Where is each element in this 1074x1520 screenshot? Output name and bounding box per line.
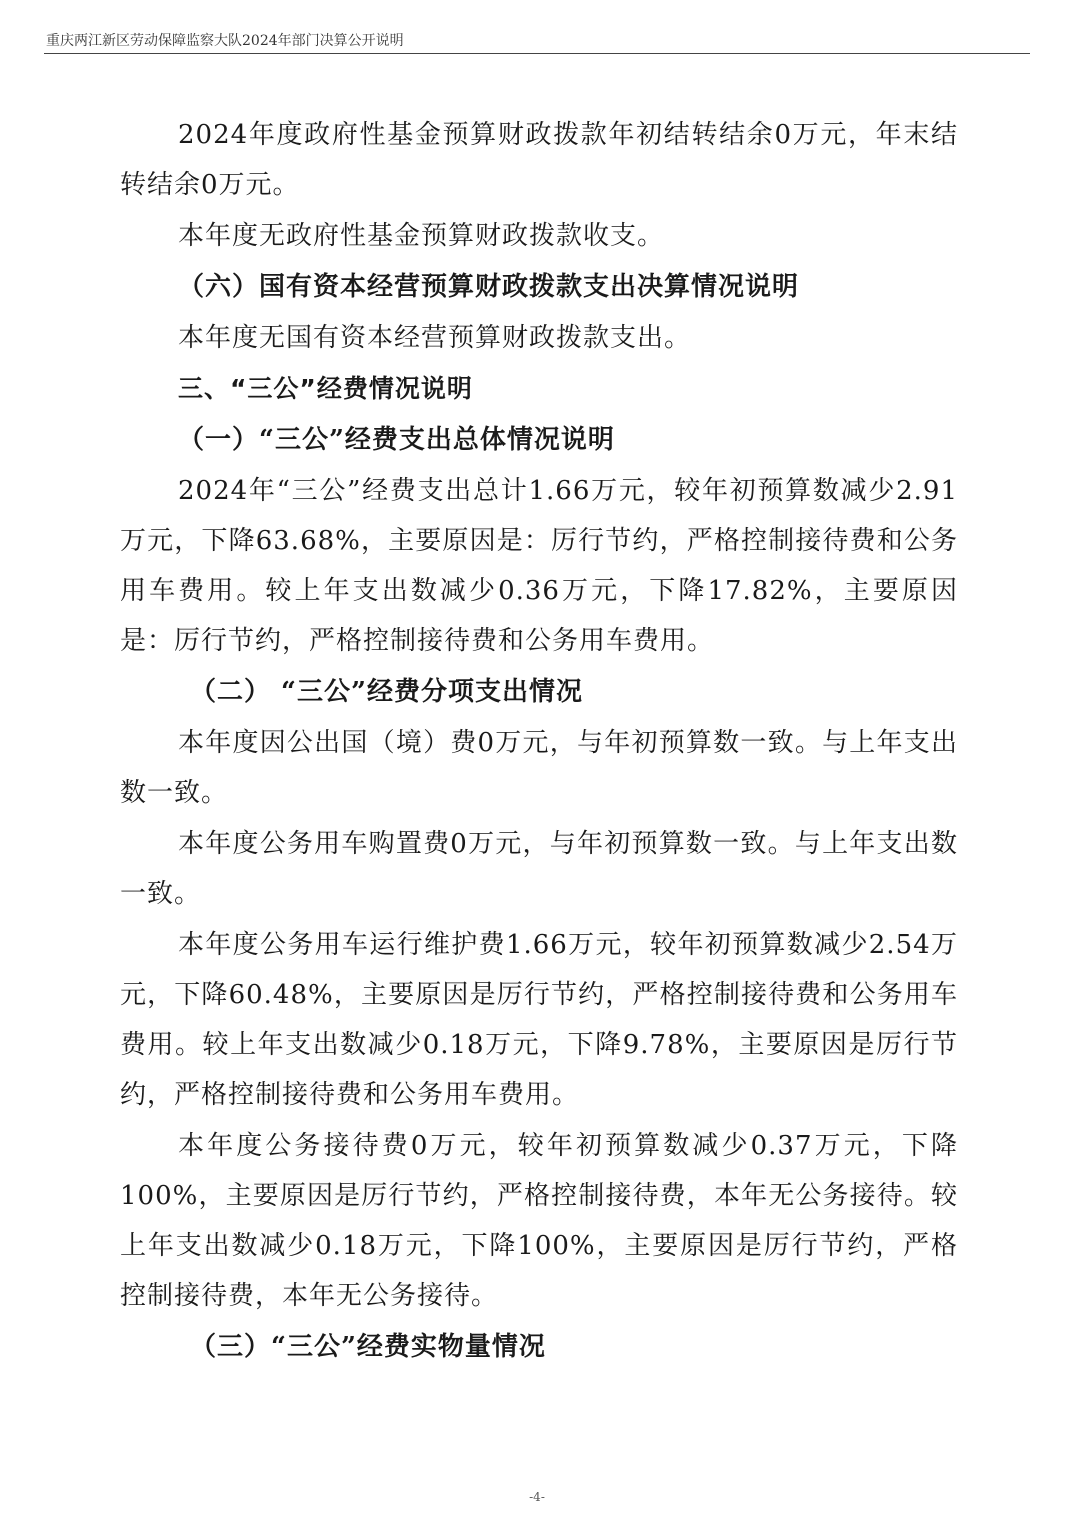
paragraph-reception-expense: 本年度公务接待费0万元，较年初预算数减少0.37万元，下降100%，主要原因是厉行节约，严格控制接待费，本年无公务接待。较上年支出数减少0.18万元，下降100%，主要原因是厉行节约，严格控制接待费，本年无公务接待。 [120, 1131, 958, 1311]
heading-subsection-2: （二） “三公”经费分项支出情况 [190, 677, 583, 707]
document-body [120, 110, 958, 1373]
paragraph-fund-balance: 2024年度政府性基金预算财政拨款年初结转结余0万元，年末结转结余0万元。 [120, 120, 958, 200]
paragraph-overseas-travel: 本年度因公出国（境）费0万元，与年初预算数一致。与上年支出数一致。 [120, 728, 958, 808]
heading-part-3: 三、“三公”经费情况说明 [178, 374, 473, 403]
page-number: -4- [529, 1490, 545, 1504]
paragraph-vehicle-purchase: 本年度公务用车购置费0万元，与年初预算数一致。与上年支出数一致。 [120, 829, 958, 909]
paragraph-no-state-capital: 本年度无国有资本经营预算财政拨款支出。 [178, 323, 692, 353]
paragraph-vehicle-maintenance: 本年度公务用车运行维护费1.66万元，较年初预算数减少2.54万元，下降60.48%，主要原因是厉行节约，严格控制接待费和公务用车费用。较上年支出数减少0.18万元，下降9.78%，主要原因是厉行节约，严格控制接待费和公务用车费用。 [120, 930, 958, 1110]
heading-subsection-1: （一）“三公”经费支出总体情况说明 [178, 425, 615, 455]
header-divider [44, 53, 1030, 54]
heading-subsection-3: （三）“三公”经费实物量情况 [190, 1332, 546, 1362]
heading-section-6: （六）国有资本经营预算财政拨款支出决算情况说明 [178, 272, 800, 302]
document-header-title: 重庆两江新区劳动保障监察大队2024年部门决算公开说明 [46, 33, 404, 49]
paragraph-no-fund-income: 本年度无政府性基金预算财政拨款收支。 [178, 221, 665, 251]
paragraph-three-public-total: 2024年“三公”经费支出总计1.66万元，较年初预算数减少2.91万元，下降63.68%，主要原因是：厉行节约，严格控制接待费和公务用车费用。较上年支出数减少0.36万元，下降17.82%，主要原因是：厉行节约，严格控制接待费和公务用车费用。 [120, 476, 958, 656]
